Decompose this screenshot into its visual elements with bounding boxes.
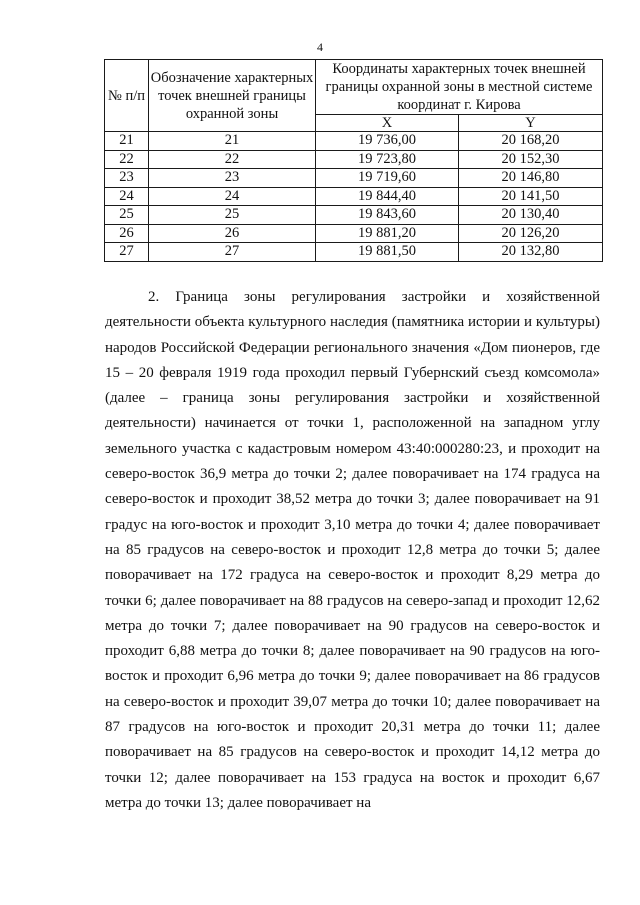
coord-x: 19 719,60 — [316, 169, 459, 188]
coord-y: 20 168,20 — [459, 132, 603, 151]
coord-x: 19 736,00 — [316, 132, 459, 151]
row-number: 24 — [105, 187, 149, 206]
point-designation: 26 — [149, 224, 316, 243]
table-row — [105, 224, 603, 243]
table-row — [105, 187, 603, 206]
coord-x: 19 843,60 — [316, 206, 459, 225]
coord-x: 19 881,50 — [316, 243, 459, 262]
table-row — [105, 243, 603, 262]
header-coordinates: Координаты характерных точек внешней границы охранной зоны в местной системе координат г. Кирова — [316, 60, 603, 115]
point-designation: 27 — [149, 243, 316, 262]
header-number: № п/п — [105, 60, 149, 132]
table-row — [105, 150, 603, 169]
coord-y: 20 132,80 — [459, 243, 603, 262]
table-row — [105, 206, 603, 225]
coord-y: 20 130,40 — [459, 206, 603, 225]
header-designation: Обозначение характерных точек внешней границы охранной зоны — [149, 60, 316, 132]
row-number: 22 — [105, 150, 149, 169]
point-designation: 24 — [149, 187, 316, 206]
coord-x: 19 881,20 — [316, 224, 459, 243]
header-y: Y — [459, 115, 603, 132]
point-designation: 23 — [149, 169, 316, 188]
row-number: 23 — [105, 169, 149, 188]
table-header-row — [105, 60, 603, 115]
coord-y: 20 146,80 — [459, 169, 603, 188]
row-number: 26 — [105, 224, 149, 243]
coord-y: 20 126,20 — [459, 224, 603, 243]
coord-x: 19 723,80 — [316, 150, 459, 169]
row-number: 27 — [105, 243, 149, 262]
boundary-description-paragraph: 2. Граница зоны регулирования застройки и хозяйственной деятельности объекта культурного наследия (памятника истории и культуры) народов Российской Федерации регионального значения «Дом пионеров, где 15 – 20 февраля 1919 года проходил первый Губернский съезд комсомола» (далее – граница зоны регулирования застройки и хозяйственной деятельности) начинается от точки 1, расположенной на западном углу земельного участка с кадастровым номером 43:40:000280:23, и проходит на северо-восток 36,9 метра до точки 2; далее поворачивает на 174 градуса на северо-восток и проходит 38,52 метра до точки 3; далее поворачивает на 91 градус на юго-восток и проходит 3,10 метра до точки 4; далее поворачивает на 85 градусов на северо-восток и проходит 12,8 метра до точки 5; далее поворачивает на 172 градуса на северо-восток и проходит 8,29 метра до точки 6; далее поворачивает на 88 градусов на северо-запад и проходит 12,62 метра до точки 7; далее поворачивает на 90 градусов на северо-восток и проходит 6,88 метра до точки 8; далее поворачивает на 90 градусов на юго-восток и проходит 6,96 метра до точки 9; далее поворачивает на 86 градусов на северо-восток и проходит 39,07 метра до точки 10; далее поворачивает на 87 градусов на юго-восток и проходит 20,31 метра до точки 11; далее поворачивает на 85 градусов на северо-восток и проходит 14,12 метра до точки 12; далее поворачивает на 153 градуса на восток и проходит 6,67 метра до точки 13; далее поворачивает на — [105, 289, 600, 811]
point-designation: 22 — [149, 150, 316, 169]
coord-y: 20 152,30 — [459, 150, 603, 169]
point-designation: 25 — [149, 206, 316, 225]
coord-y: 20 141,50 — [459, 187, 603, 206]
row-number: 25 — [105, 206, 149, 225]
table-row — [105, 169, 603, 188]
page-number: 4 — [317, 40, 323, 54]
coordinates-table — [104, 59, 603, 262]
coord-x: 19 844,40 — [316, 187, 459, 206]
point-designation: 21 — [149, 132, 316, 151]
table-row — [105, 132, 603, 151]
header-x: X — [316, 115, 459, 132]
row-number: 21 — [105, 132, 149, 151]
